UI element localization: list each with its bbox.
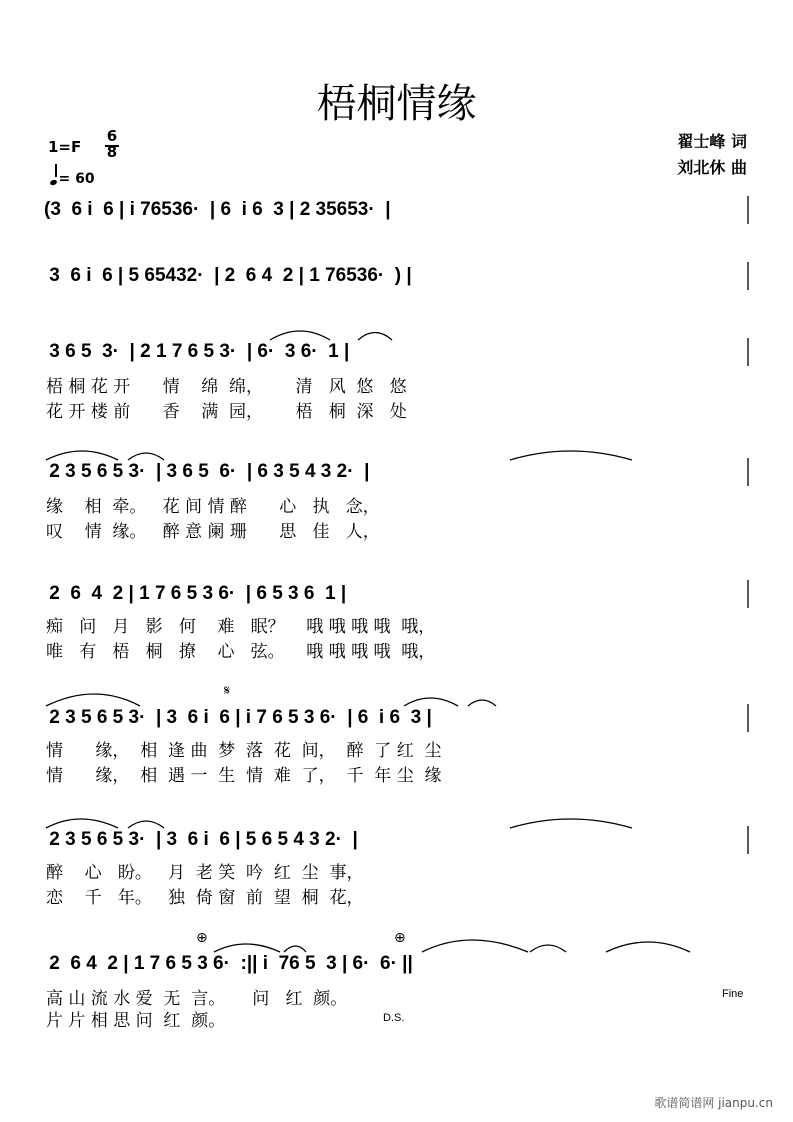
music-line-7: 2 3 5 6 5 3· | 3 6 i 6 | 5 6 5 4 3 2· | [44,829,358,850]
segno-icon: 𝄋 [224,683,231,699]
lyric-line-6a: 情 缘， 相 逢 曲 梦 落 花 间， 醉 了 红 尘 [46,741,442,761]
ds-marking: D.S. [383,1012,405,1024]
slur-4a [46,451,118,460]
lyric-line-3b: 花 开 楼 前 香 满 园， 梧 桐 深 处 [46,402,407,422]
tempo-value: = 60 [58,171,95,187]
slur-6c [468,700,496,706]
music-line-4: 2 3 5 6 5 3· | 3 6 5 6· | 6 3 5 4 3 2· | [44,461,370,482]
lyric-line-6b: 情 缘， 相 遇 一 生 情 难 了， 千 年 尘 缘 [46,766,442,786]
music-line-6: 2 3 5 6 5 3· | 3 6 i 6 | i 7 6 5 3 6· | 6 i 6 3 | [44,707,432,728]
fine-marking: Fine [722,988,744,1000]
music-line-1: (3 6 i 6 | i 76536· | 6 i 6 3 | 2 35653· | [44,199,391,220]
slur-7a [46,819,118,828]
slur-4c [510,451,632,460]
lyric-line-3a: 梧 桐 花 开 情 绵 绵， 清 风 悠 悠 [46,377,407,397]
lyric-line-8b: 片 片 相 思 问 红 颜。 [46,1011,226,1031]
slur-8d [530,945,566,952]
slur-8e [606,942,690,952]
lyric-line-4a: 缘 相 牵。 花 间 情 醉 心 执 念， [46,497,380,517]
lyric-line-4b: 叹 情 缘。 醉 意 阑 珊 思 佳 人， [46,522,380,542]
slur-4b [128,453,164,460]
slur-7c [510,819,632,828]
music-line-8: 2 6 4 2 | 1 7 6 5 3 6· :|| i 76 5 3 | 6· 6· || [44,953,413,974]
slur-8b [284,946,306,952]
lyric-line-5b: 唯 有 梧 桐 撩 心 弦。 哦 哦 哦 哦 哦， [46,642,436,662]
slur-6b [404,698,458,706]
lyric-line-7b: 恋 千 年。 独 倚 窗 前 望 桐 花， [46,888,364,908]
watermark: 歌谱简谱网 jianpu.cn [654,1096,773,1110]
lyric-line-8a: 高 山 流 水 爱 无 言。 问 红 颜。 [46,989,348,1009]
slur-8a [214,944,280,952]
slur-3a [270,331,330,340]
lyricist: 翟士峰 词 [677,132,747,151]
coda-icon: ⊕ [394,930,406,946]
music-line-5: 2 6 4 2 | 1 7 6 5 3 6· | 6 5 3 6 1 | [44,583,347,604]
composer: 刘北休 曲 [677,158,747,177]
time-signature-top: 6 [106,127,118,145]
music-line-2: 3 6 i 6 | 5 65432· | 2 6 4 2 | 1 76536· ) | [44,265,412,286]
key-signature: 1=F [48,138,82,156]
music-line-3: 3 6 5 3· | 2 1 7 6 5 3· | 6· 3 6· 1 | [44,341,350,362]
page-title: 梧桐情缘 [316,81,477,127]
coda-icon: ⊕ [196,930,208,946]
lyric-line-5a: 痴 问 月 影 何 难 眠？ 哦 哦 哦 哦 哦， [46,617,436,637]
slur-8c [422,940,528,952]
slur-6a [46,694,140,706]
slur-7b [128,821,164,828]
lyric-line-7a: 醉 心 盼。 月 老 笑 吟 红 尘 事， [46,863,364,883]
time-signature-bottom: 8 [106,143,118,161]
slur-3b [358,333,392,341]
